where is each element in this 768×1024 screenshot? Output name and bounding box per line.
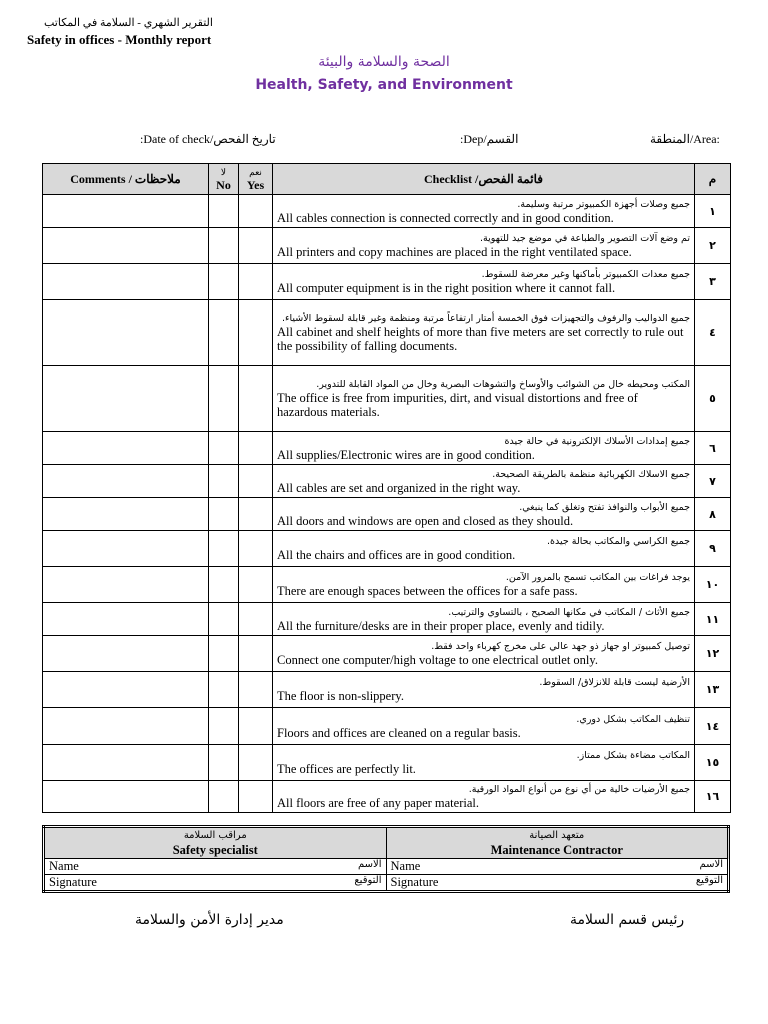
yes-checkbox-cell[interactable] xyxy=(239,300,273,366)
checklist-item-cell xyxy=(273,745,695,781)
checklist-row xyxy=(43,465,731,498)
item-number: ٨ xyxy=(695,498,731,531)
safety-department-head-label: رئيس قسم السلامة xyxy=(570,912,685,928)
area-field[interactable]: المنطقة/Area: xyxy=(650,132,720,146)
no-header xyxy=(209,164,239,195)
safety-specialist-name-field[interactable] xyxy=(44,859,387,875)
item-number: ٦ xyxy=(695,432,731,465)
checklist-item-arabic: جميع الأرضيات خالية من أي نوع من أنواع المواد الورقية. xyxy=(468,784,690,795)
no-checkbox-cell[interactable] xyxy=(209,264,239,300)
item-number: ١٠ xyxy=(695,567,731,603)
checklist-item-cell xyxy=(273,603,695,636)
checklist-row xyxy=(43,366,731,432)
item-number: ٩ xyxy=(695,531,731,567)
department-title: Health, Safety, and Environment xyxy=(255,77,513,93)
checklist-item-cell xyxy=(273,300,695,366)
no-header-label: No xyxy=(216,178,231,192)
checklist-item-arabic: جميع الكراسي والمكاتب بحالة جيدة. xyxy=(546,536,690,547)
yes-checkbox-cell[interactable] xyxy=(239,228,273,264)
comment-cell[interactable] xyxy=(43,465,209,498)
no-checkbox-cell[interactable] xyxy=(209,195,239,228)
comment-cell[interactable] xyxy=(43,264,209,300)
maintenance-contractor-name-field[interactable] xyxy=(386,859,729,875)
yes-checkbox-cell[interactable] xyxy=(239,603,273,636)
signature-label: Signature xyxy=(390,875,439,889)
name-label-arabic: الاسم xyxy=(357,859,382,870)
yes-checkbox-cell[interactable] xyxy=(239,498,273,531)
no-checkbox-cell[interactable] xyxy=(209,300,239,366)
checklist-row xyxy=(43,195,731,228)
checklist-item-cell xyxy=(273,366,695,432)
report-title: Safety in offices - Monthly report xyxy=(27,32,212,47)
comment-cell[interactable] xyxy=(43,498,209,531)
checklist-item-english: The office is free from impurities, dirt, and visual distortions and free of hazardous materials. xyxy=(277,391,638,419)
yes-checkbox-cell[interactable] xyxy=(239,531,273,567)
item-number: ٢ xyxy=(695,228,731,264)
item-number: ١ xyxy=(695,195,731,228)
no-checkbox-cell[interactable] xyxy=(209,567,239,603)
checklist-row xyxy=(43,567,731,603)
checklist-item-english: All the furniture/desks are in their proper place, evenly and tidily. xyxy=(277,618,605,633)
date-of-check-field[interactable]: :Date of check/تاريخ الفحص xyxy=(140,132,276,146)
checklist-row xyxy=(43,300,731,366)
name-label: Name xyxy=(390,859,421,873)
checklist-item-arabic: المكاتب مضاءة بشكل ممتاز. xyxy=(576,750,690,761)
yes-header-arabic: نعم xyxy=(249,167,262,177)
comment-cell[interactable] xyxy=(43,708,209,745)
checklist-item-english: There are enough spaces between the offices for a safe pass. xyxy=(277,584,578,598)
no-checkbox-cell[interactable] xyxy=(209,531,239,567)
checklist-item-cell xyxy=(273,264,695,300)
yes-checkbox-cell[interactable] xyxy=(239,465,273,498)
checklist-row xyxy=(43,745,731,781)
item-number: ٤ xyxy=(695,300,731,366)
checklist-table xyxy=(42,163,731,813)
safety-specialist-signature-field[interactable] xyxy=(44,875,387,892)
checklist-item-arabic: توصيل كمبيوتر او جهاز ذو جهد عالي على مخرج كهرباء واحد فقط. xyxy=(431,641,690,652)
checklist-item-cell xyxy=(273,465,695,498)
checklist-item-arabic: جميع الاسلاك الكهربائية منظمة بالطريقة الصحيحة. xyxy=(492,468,690,480)
item-number: ٣ xyxy=(695,264,731,300)
checklist-item-english: All cables connection is connected correctly and in good condition. xyxy=(277,210,614,225)
checklist-item-english: Floors and offices are cleaned on a regular basis. xyxy=(277,725,521,740)
checklist-item-arabic: جميع إمدادات الأسلاك الإلكترونية في حالة جيدة xyxy=(504,435,690,447)
report-title-arabic: التقرير الشهري - السلامة في المكاتب xyxy=(44,17,213,29)
checklist-row xyxy=(43,603,731,636)
yes-checkbox-cell[interactable] xyxy=(239,745,273,781)
checklist-item-cell xyxy=(273,567,695,603)
checklist-item-arabic: يوجد فراغات بين المكاتب تسمح بالمرور الآمن. xyxy=(505,572,690,583)
comment-cell[interactable] xyxy=(43,531,209,567)
number-header: م xyxy=(695,164,731,195)
comment-cell[interactable] xyxy=(43,567,209,603)
checklist-item-english: All doors and windows are open and closed as they should. xyxy=(277,513,574,528)
checklist-item-arabic: جميع الدواليب والرفوف والتجهيزات فوق الخمسة أمتار ارتفاعاً مرتبة ومنظمة وغير قابلة لسقوط الأشياء. xyxy=(282,313,690,324)
checklist-item-english: All the chairs and offices are in good condition. xyxy=(277,548,516,562)
maintenance-contractor-title: Maintenance Contractor xyxy=(490,843,623,857)
checklist-item-english: All floors are free of any paper material. xyxy=(277,796,479,810)
checklist-item-english: All cabinet and shelf heights of more than five meters are set correctly to rule out the possibility of falling documents. xyxy=(277,325,684,353)
checklist-item-arabic: المكتب ومحيطه خال من الشوائب والأوساخ والتشوهات البصرية وخال من المواد القابلة للتدوير. xyxy=(316,379,690,390)
no-checkbox-cell[interactable] xyxy=(209,708,239,745)
checklist-row xyxy=(43,432,731,465)
no-checkbox-cell[interactable] xyxy=(209,672,239,708)
checklist-header-row xyxy=(43,164,731,195)
yes-checkbox-cell[interactable] xyxy=(239,432,273,465)
no-checkbox-cell[interactable] xyxy=(209,498,239,531)
name-label: Name xyxy=(49,859,79,873)
checklist-row xyxy=(43,531,731,567)
no-checkbox-cell[interactable] xyxy=(209,745,239,781)
checklist-item-english: All cables are set and organized in the right way. xyxy=(277,480,521,495)
comment-cell[interactable] xyxy=(43,781,209,813)
item-number: ١١ xyxy=(695,603,731,636)
no-checkbox-cell[interactable] xyxy=(209,781,239,813)
checklist-item-arabic: تم وضع آلات التصوير والطباعة في موضع جيد للتهوية. xyxy=(480,233,690,244)
checklist-item-cell xyxy=(273,498,695,531)
no-checkbox-cell[interactable] xyxy=(209,636,239,672)
department-field[interactable]: :Dep/القسم xyxy=(460,132,519,146)
checklist-row xyxy=(43,498,731,531)
comment-cell[interactable] xyxy=(43,300,209,366)
security-safety-director-label: مدير إدارة الأمن والسلامة xyxy=(135,912,284,928)
checklist-item-arabic: تنظيف المكاتب بشكل دوري. xyxy=(576,713,690,725)
checklist-row xyxy=(43,672,731,708)
item-number: ١٦ xyxy=(695,781,731,813)
name-label-arabic: الاسم xyxy=(699,859,723,870)
yes-checkbox-cell[interactable] xyxy=(239,195,273,228)
signature-label-arabic: التوقيع xyxy=(695,875,723,886)
yes-checkbox-cell[interactable] xyxy=(239,781,273,813)
comments-header: Comments / ملاحظات xyxy=(43,164,209,195)
checklist-item-cell xyxy=(273,195,695,228)
checklist-item-cell xyxy=(273,432,695,465)
checklist-header: Checklist /فائمة الفحص xyxy=(273,164,695,195)
checklist-row xyxy=(43,228,731,264)
checklist-item-cell xyxy=(273,531,695,567)
signature-label-arabic: التوقيع xyxy=(354,875,382,886)
comment-cell[interactable] xyxy=(43,672,209,708)
no-checkbox-cell[interactable] xyxy=(209,603,239,636)
item-number: ١٢ xyxy=(695,636,731,672)
yes-checkbox-cell[interactable] xyxy=(239,672,273,708)
checklist-row xyxy=(43,708,731,745)
checklist-item-arabic: الأرضية ليست قابلة للانزلاق/ السقوط. xyxy=(539,677,690,688)
checklist-item-cell xyxy=(273,708,695,745)
yes-checkbox-cell[interactable] xyxy=(239,366,273,432)
maintenance-contractor-title-arabic: متعهد الصيانة xyxy=(529,830,585,841)
signature-label: Signature xyxy=(49,875,97,889)
maintenance-contractor-header xyxy=(386,827,729,859)
comment-cell[interactable] xyxy=(43,603,209,636)
department-title-arabic: الصحة والسلامة والبيئة xyxy=(318,54,450,70)
yes-checkbox-cell[interactable] xyxy=(239,264,273,300)
safety-specialist-title: Safety specialist xyxy=(172,843,258,857)
comment-cell[interactable] xyxy=(43,432,209,465)
safety-specialist-title-arabic: مراقب السلامة xyxy=(183,830,247,841)
yes-checkbox-cell[interactable] xyxy=(239,708,273,745)
checklist-item-cell xyxy=(273,781,695,813)
item-number: ٧ xyxy=(695,465,731,498)
yes-checkbox-cell[interactable] xyxy=(239,567,273,603)
checklist-row xyxy=(43,636,731,672)
comment-cell[interactable] xyxy=(43,745,209,781)
checklist-item-cell xyxy=(273,228,695,264)
comment-cell[interactable] xyxy=(43,195,209,228)
yes-checkbox-cell[interactable] xyxy=(239,636,273,672)
checklist-item-arabic: جميع وصلات أجهزة الكمبيوتر مرتبة وسليمة. xyxy=(517,198,690,210)
checklist-item-english: Connect one computer/high voltage to one electrical outlet only. xyxy=(277,653,598,667)
comment-cell[interactable] xyxy=(43,228,209,264)
yes-header xyxy=(239,164,273,195)
no-checkbox-cell[interactable] xyxy=(209,366,239,432)
item-number: ٥ xyxy=(695,366,731,432)
checklist-item-cell xyxy=(273,636,695,672)
yes-header-label: Yes xyxy=(246,178,265,192)
maintenance-contractor-signature-field[interactable] xyxy=(386,875,729,892)
item-number: ١٤ xyxy=(695,708,731,745)
no-checkbox-cell[interactable] xyxy=(209,228,239,264)
checklist-item-english: All supplies/Electronic wires are in good condition. xyxy=(277,447,535,462)
checklist-item-english: The offices are perfectly lit. xyxy=(277,762,416,776)
comment-cell[interactable] xyxy=(43,366,209,432)
comment-cell[interactable] xyxy=(43,636,209,672)
signature-table xyxy=(42,825,730,893)
safety-specialist-header xyxy=(44,827,387,859)
item-number: ١٣ xyxy=(695,672,731,708)
checklist-item-cell xyxy=(273,672,695,708)
checklist-item-arabic: جميع معدات الكمبيوتر بأماكنها وغير معرضة للسقوط. xyxy=(481,269,690,280)
checklist-item-arabic: جميع الأثاث / المكاتب في مكانها الصحيح ، بالتساوي والترتيب. xyxy=(448,606,690,618)
checklist-item-arabic: جميع الأبواب والنوافذ تفتح وتغلق كما ينبغي. xyxy=(519,501,690,513)
item-number: ١٥ xyxy=(695,745,731,781)
no-checkbox-cell[interactable] xyxy=(209,465,239,498)
checklist-item-english: All computer equipment is in the right position where it cannot fall. xyxy=(277,281,616,295)
checklist-item-english: The floor is non-slippery. xyxy=(277,689,404,703)
no-checkbox-cell[interactable] xyxy=(209,432,239,465)
no-header-arabic: لا xyxy=(220,167,227,177)
checklist-row xyxy=(43,264,731,300)
checklist-row xyxy=(43,781,731,813)
checklist-item-english: All printers and copy machines are placed in the right ventilated space. xyxy=(277,245,632,259)
